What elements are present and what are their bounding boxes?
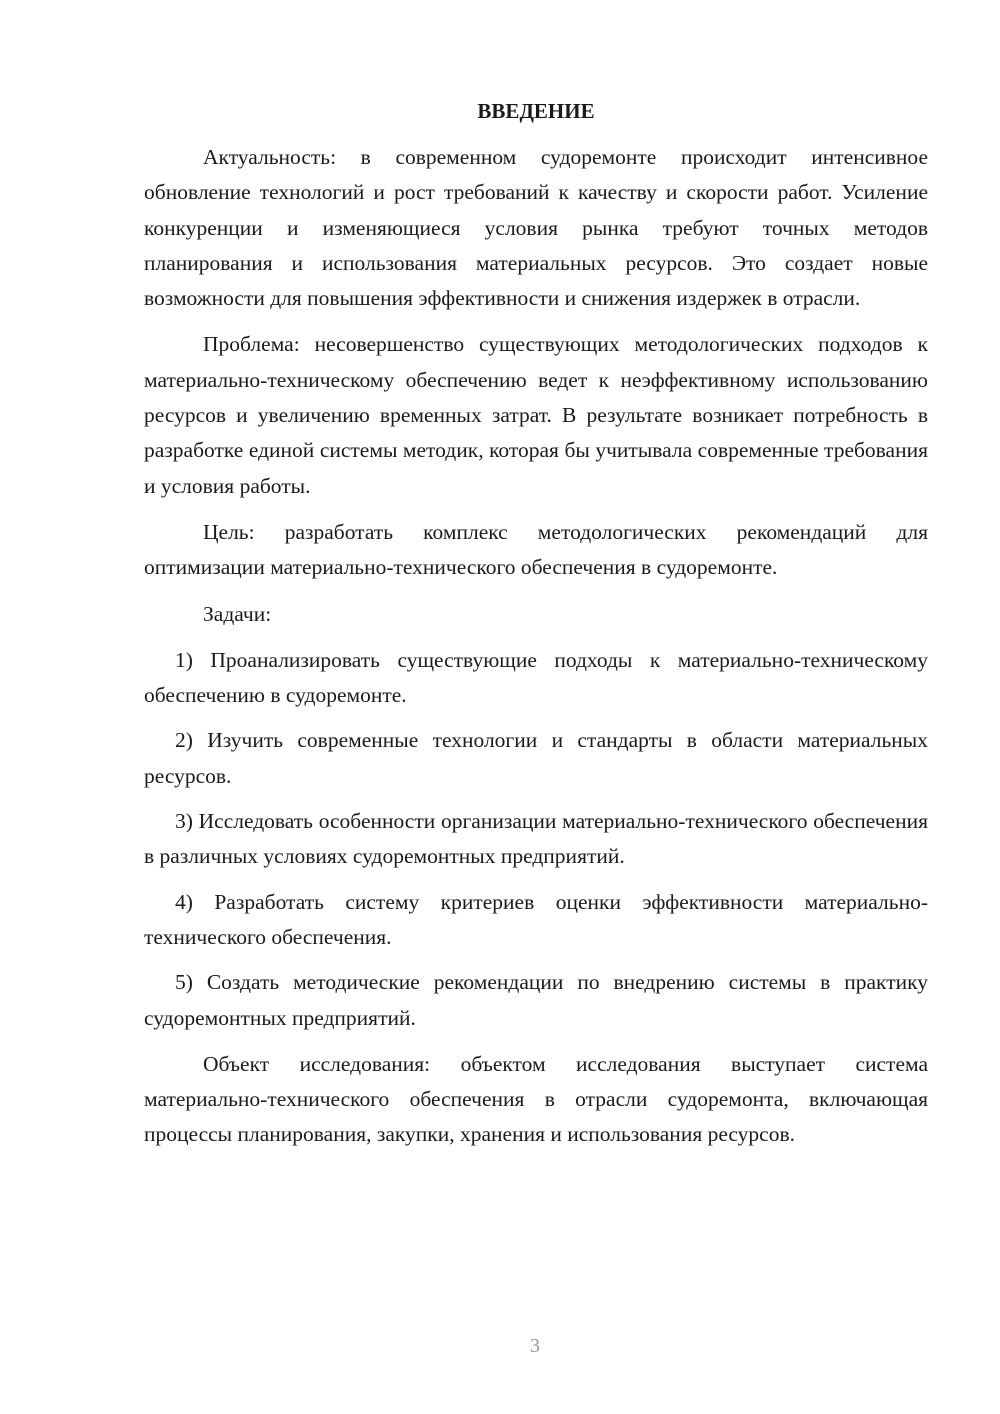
- list-item-task-2: 2) Изучить современные технологии и стандарты в области материальных ресурсов.: [144, 728, 928, 788]
- tasks-heading: Задачи:: [203, 601, 272, 626]
- page-content: [144, 96, 928, 1153]
- paragraph-relevance: Актуальность: в современном судоремонте происходит интенсивное обновление технологий и рост требований к качеству и скорости работ. Усиление конкуренции и изменяющиеся условия рынка требуют точных методов планирования и использования материальных ресурсов. Это создает новые возможности для повышения эффективности и снижения издержек в отрасли.: [144, 145, 928, 311]
- page-number: 3: [530, 1335, 540, 1357]
- paragraph-goal: Цель: разработать комплекс методологических рекомендаций для оптимизации материально-технического обеспечения в судоремонте.: [144, 519, 928, 580]
- page-title: ВВЕДЕНИЕ: [477, 99, 595, 123]
- paragraph-object: Объект исследования: объектом исследования выступает система материально-технического обеспечения в отрасли судоремонта, включающая процессы планирования, закупки, хранения и использования ресурсов.: [144, 1051, 928, 1147]
- paragraph-problem: Проблема: несовершенство существующих методологических подходов к материально-техническому обеспечению ведет к неэффективному использованию ресурсов и увеличению временных затрат. В результате возникает потребность в разработке единой системы методик, которая бы учитывала современные требования и условия работы.: [144, 332, 928, 498]
- list-item-task-5: 5) Создать методические рекомендации по внедрению системы в практику судоремонтных предприятий.: [144, 970, 928, 1030]
- list-item-task-3: 3) Исследовать особенности организации материально-технического обеспечения в различных условиях судоремонтных предприятий.: [144, 809, 928, 869]
- list-item-task-4: 4) Разработать систему критериев оценки эффективности материально-технического обеспечения.: [144, 889, 928, 949]
- list-item-task-1: 1) Проанализировать существующие подходы к материально-техническому обеспечению в судоремонте.: [144, 647, 928, 708]
